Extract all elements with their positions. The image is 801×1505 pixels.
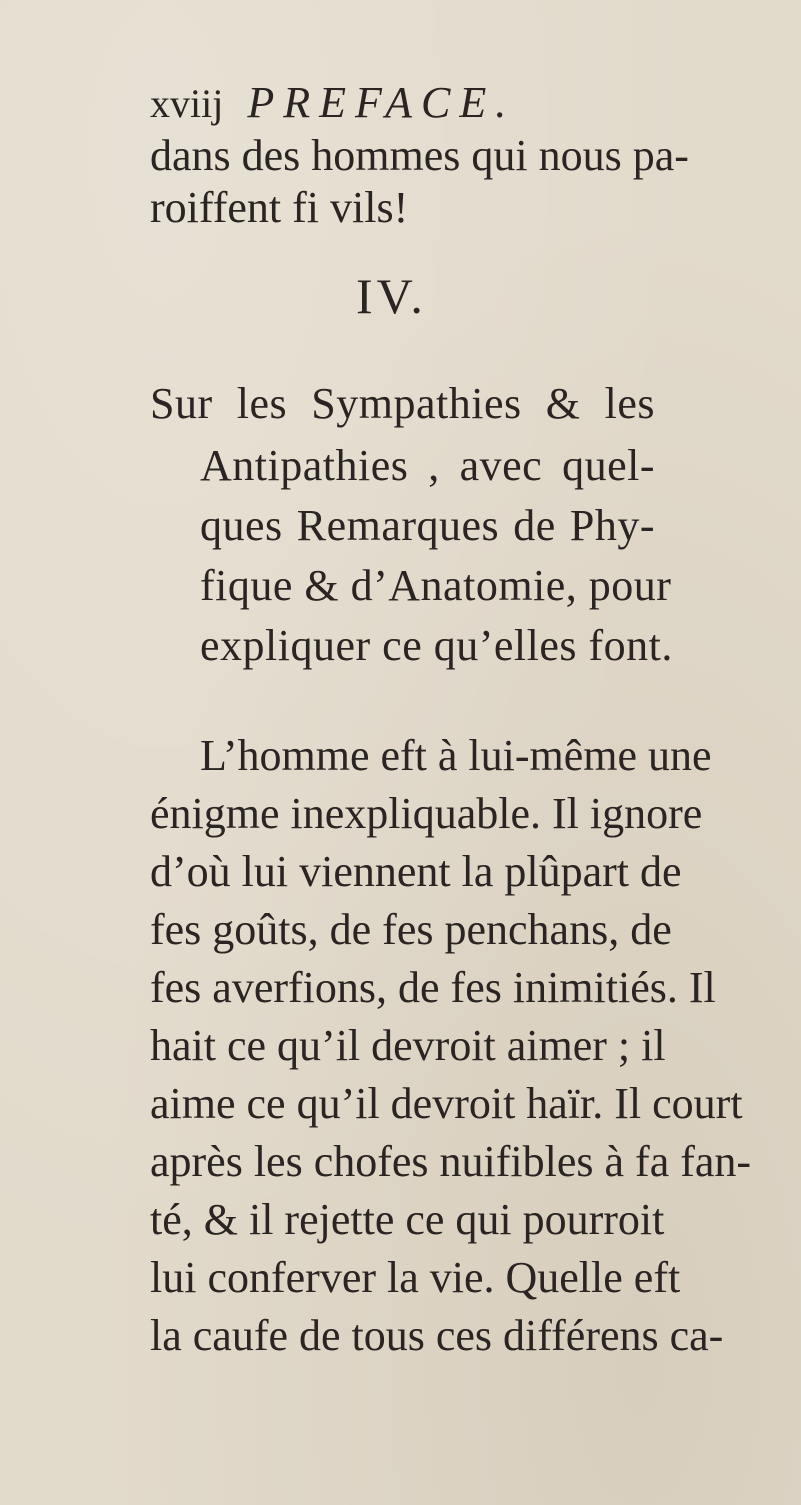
section-number: IV. bbox=[356, 268, 427, 324]
text-line: té, & il rejette ce qui pourroit bbox=[150, 1195, 665, 1244]
text-line: lui conferver la vie. Quelle eft bbox=[150, 1253, 681, 1302]
text-line: d’où lui viennent la plûpart de bbox=[150, 847, 682, 896]
text-line: L’homme eft à lui-même une bbox=[200, 731, 712, 780]
section-heading-line: Antipathies , avec quel- bbox=[200, 441, 655, 490]
text-line: fes averfions, de fes inimitiés. Il bbox=[150, 963, 716, 1012]
running-head bbox=[150, 78, 515, 129]
section-heading-line: expliquer ce qu’elles font. bbox=[200, 621, 673, 670]
text-line: aime ce qu’il devroit haïr. Il court bbox=[150, 1079, 743, 1128]
running-title: PREFACE. bbox=[247, 78, 516, 127]
section-heading-line: fique & d’Anatomie, pour bbox=[200, 561, 672, 610]
section-heading-line: ques Remarques de Phy- bbox=[200, 501, 655, 550]
text-line: dans des hommes qui nous pa- bbox=[150, 131, 689, 180]
text-line: roiffent fi vils! bbox=[150, 183, 409, 232]
text-line: hait ce qu’il devroit aimer ; il bbox=[150, 1021, 666, 1070]
text-line: la caufe de tous ces différens ca- bbox=[150, 1311, 724, 1360]
text-line: énigme inexpliquable. Il ignore bbox=[150, 789, 703, 838]
text-line: après les chofes nuifibles à fa fan- bbox=[150, 1137, 752, 1186]
text-line: fes goûts, de fes penchans, de bbox=[150, 905, 672, 954]
page-number: xviij bbox=[150, 81, 224, 126]
section-heading-line: Sur les Sympathies & les bbox=[150, 379, 655, 428]
